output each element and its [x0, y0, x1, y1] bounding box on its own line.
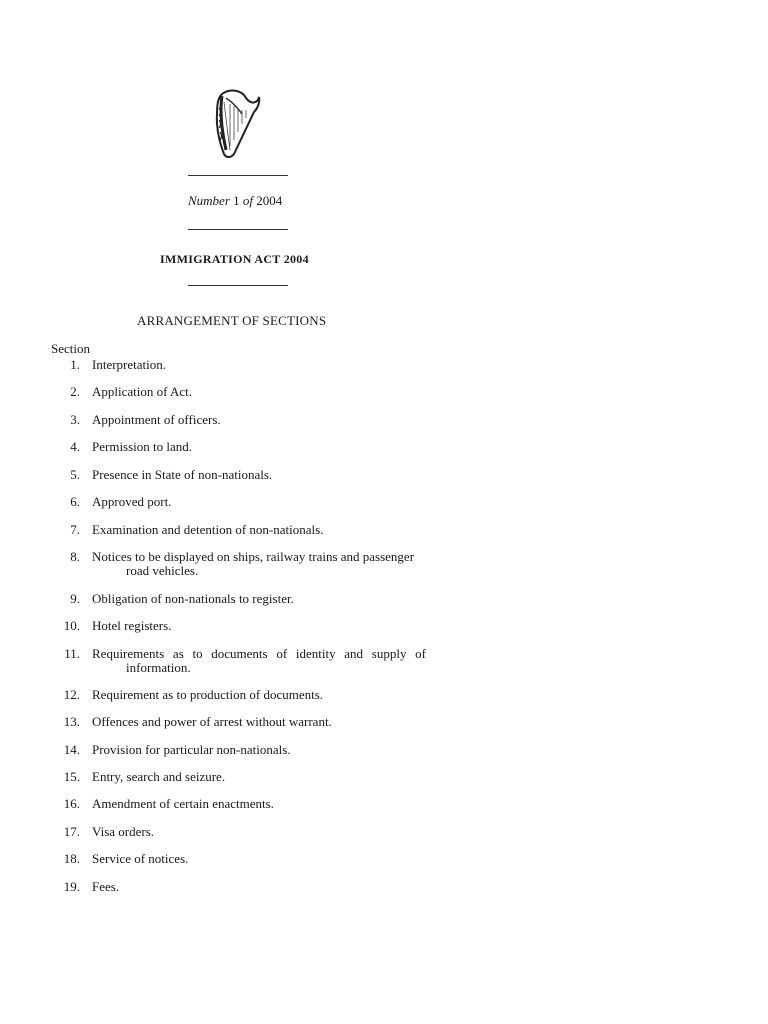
section-title-line: Requirement as to production of documents. [92, 687, 324, 702]
section-title [92, 852, 426, 866]
section-title-line: Hotel registers. [92, 618, 172, 633]
section-title-line: Approved port. [92, 494, 172, 509]
section-title [92, 358, 426, 372]
section-number: 9. [70, 591, 80, 606]
section-title-line: Provision for particular non-nationals. [92, 742, 291, 757]
section-title [92, 619, 426, 633]
section-title [92, 550, 426, 578]
section-title-line: Notices to be displayed on ships, railway trains and passenger [92, 549, 415, 564]
divider-rule [188, 229, 288, 230]
section-title [92, 743, 426, 757]
section-title-line: Requirements as to documents of identity and supply of [92, 646, 426, 661]
section-number: 6. [70, 494, 80, 509]
number-label: Number [188, 193, 230, 208]
section-title-line: Fees. [92, 879, 120, 894]
section-number: 1. [70, 357, 80, 372]
section-title [92, 385, 426, 399]
section-title-line: Amendment of certain enactments. [92, 796, 274, 811]
divider-rule [188, 285, 288, 286]
section-title [92, 770, 426, 784]
number-value: 1 [233, 193, 240, 208]
section-title-continuation: road vehicles. [126, 563, 199, 578]
section-number: 2. [70, 384, 80, 399]
section-number: 8. [70, 549, 80, 564]
act-number [188, 193, 282, 209]
section-title-line: Service of notices. [92, 851, 189, 866]
section-number: 5. [70, 467, 80, 482]
section-title [92, 592, 426, 606]
section-number: 3. [70, 412, 80, 427]
section-number: 12. [63, 687, 80, 702]
section-title [92, 715, 426, 729]
section-title [92, 688, 426, 702]
section-title-line: Visa orders. [92, 824, 155, 839]
section-column-label: Section [51, 341, 90, 356]
section-title [92, 797, 426, 811]
section-title-line: Application of Act. [92, 384, 193, 399]
section-title [92, 647, 426, 675]
section-number: 13. [63, 714, 80, 729]
section-number: 16. [63, 796, 80, 811]
section-title [92, 495, 426, 509]
section-title-continuation: information. [126, 660, 191, 675]
section-number: 10. [63, 618, 80, 633]
section-title-line: Offences and power of arrest without warrant. [92, 714, 332, 729]
section-number: 18. [63, 851, 80, 866]
section-number: 15. [63, 769, 80, 784]
section-title-line: Entry, search and seizure. [92, 769, 226, 784]
section-title-line: Appointment of officers. [92, 412, 221, 427]
section-number: 19. [63, 879, 80, 894]
section-number: 14. [63, 742, 80, 757]
divider-rule [188, 175, 288, 176]
section-title-line: Permission to land. [92, 439, 193, 454]
act-title: IMMIGRATION ACT 2004 [160, 252, 309, 266]
section-title-line: Obligation of non-nationals to register. [92, 591, 294, 606]
section-title [92, 523, 426, 537]
of-label: of [242, 193, 254, 208]
section-title [92, 880, 426, 894]
section-number: 17. [63, 824, 80, 839]
section-title [92, 825, 426, 839]
section-number: 11. [64, 646, 80, 661]
section-title-line: Presence in State of non-nationals. [92, 467, 273, 482]
section-title [92, 413, 426, 427]
section-title-line: Interpretation. [92, 357, 166, 372]
arrangement-heading: ARRANGEMENT OF SECTIONS [137, 313, 327, 328]
harp-emblem-icon [212, 88, 262, 160]
section-number: 4. [70, 439, 80, 454]
section-number: 7. [70, 522, 80, 537]
section-title [92, 468, 426, 482]
section-title-line: Examination and detention of non-nationals. [92, 522, 324, 537]
section-title [92, 440, 426, 454]
year-value: 2004 [256, 193, 283, 208]
